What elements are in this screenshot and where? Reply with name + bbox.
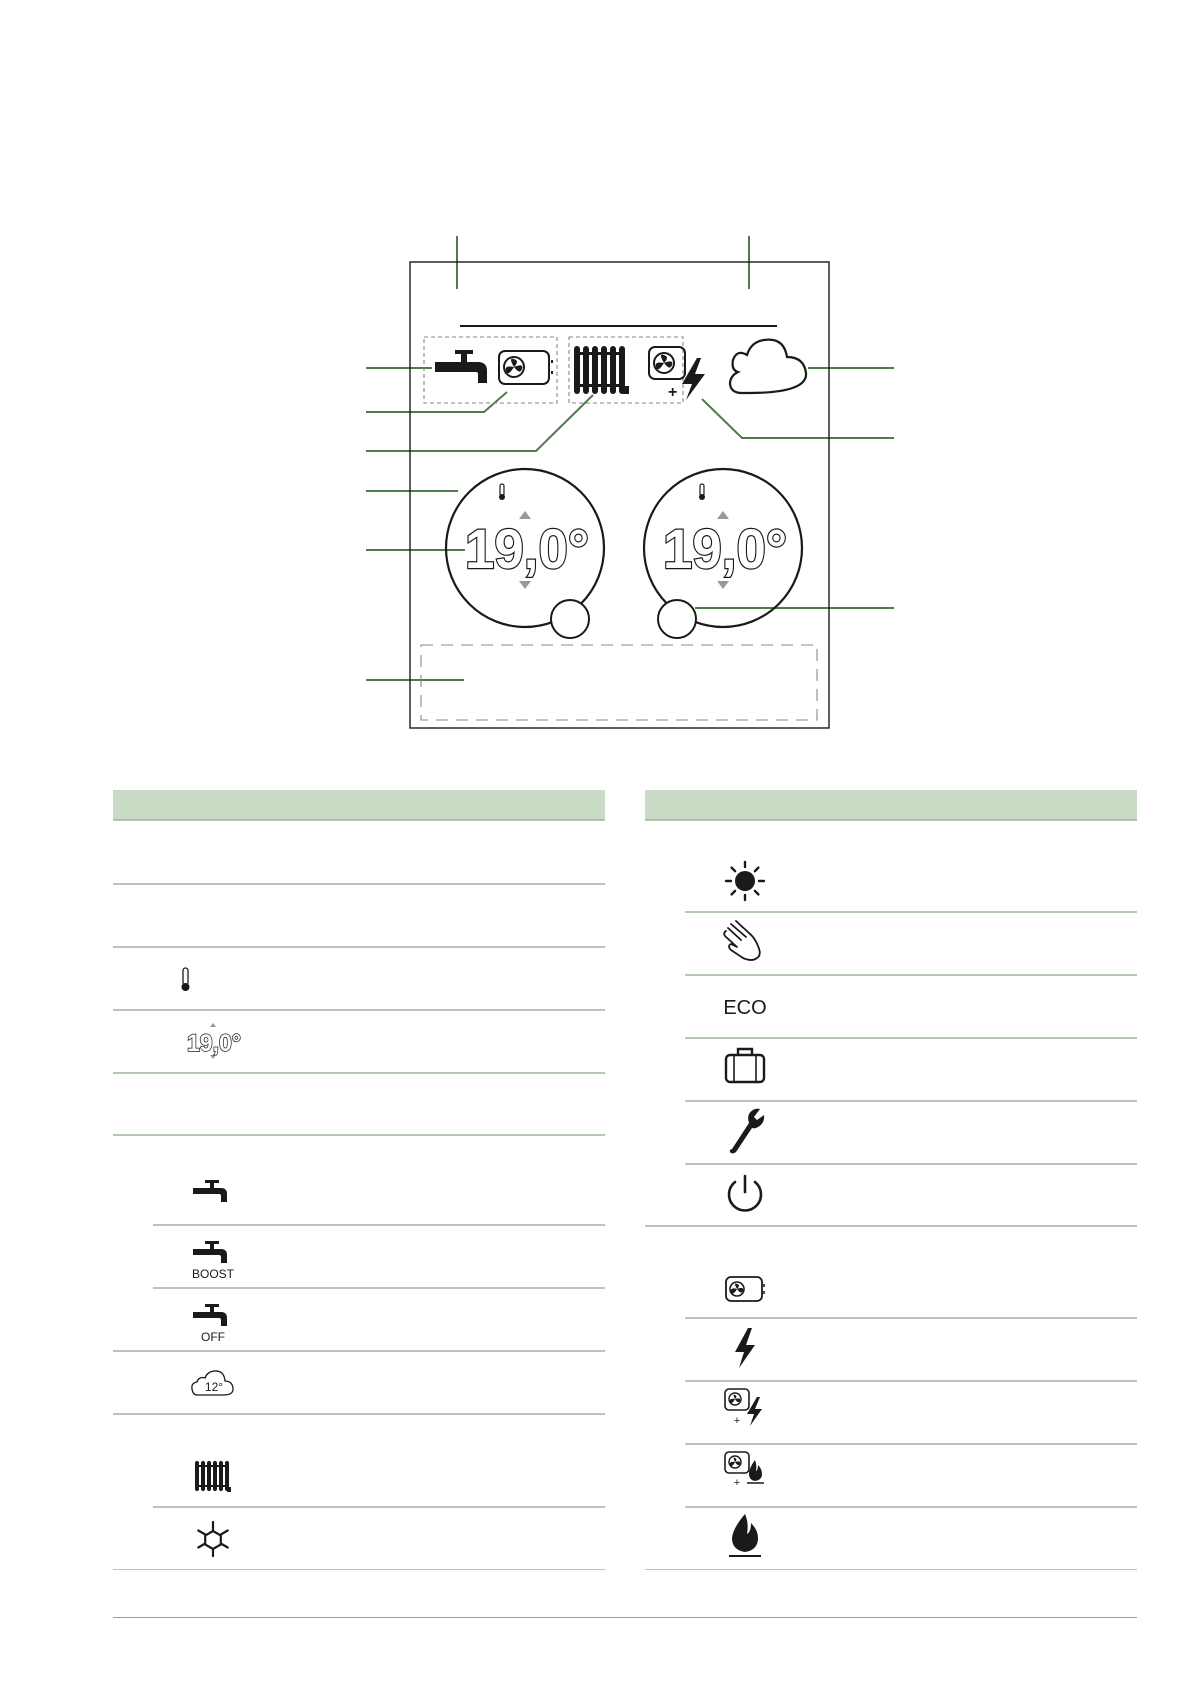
- svg-text:BOOST: BOOST: [191, 1267, 235, 1281]
- radiator-icon: [195, 1461, 231, 1492]
- wrench-icon: [730, 1109, 764, 1154]
- cloud-icon: [730, 340, 806, 393]
- table-header: [113, 790, 605, 820]
- heat-pump-electric-icon: [725, 1389, 762, 1427]
- thermometer-icon: [699, 484, 705, 500]
- temperature-left: 19,0°: [465, 517, 589, 580]
- table-header: [645, 790, 1137, 820]
- cloud-temp-icon: [192, 1371, 233, 1395]
- callout-heat-pump-dhw: [366, 392, 507, 412]
- display-diagram: [0, 0, 1190, 760]
- svg-text:19,0°: 19,0°: [187, 1030, 241, 1057]
- left-dial[interactable]: [446, 469, 604, 638]
- table-rules: [113, 820, 605, 1570]
- eco-icon: ECO: [723, 997, 767, 1019]
- temperature-right: 19,0°: [663, 517, 787, 580]
- suitcase-icon: [726, 1049, 764, 1082]
- callout-heat-pump-electric: [702, 399, 894, 438]
- legend-table-left: [113, 790, 605, 1570]
- heat-pump-icon: [726, 1277, 764, 1301]
- svg-text:+: +: [668, 384, 678, 401]
- flame-icon: [729, 1514, 761, 1556]
- power-icon: [729, 1176, 761, 1210]
- lightning-icon: [735, 1328, 755, 1368]
- legend-table-right: [645, 790, 1137, 1570]
- callout-lines: [366, 236, 894, 680]
- display-frame: [410, 262, 829, 728]
- hand-icon: [724, 921, 760, 960]
- tap-icon: [193, 1180, 227, 1202]
- radiator-icon: [574, 346, 629, 394]
- table-rules: [645, 820, 1137, 1570]
- svg-text:+: +: [733, 1477, 741, 1489]
- heat-pump-icon: [499, 351, 552, 384]
- svg-text:+: +: [733, 1415, 741, 1427]
- tap-icon: [435, 350, 487, 383]
- svg-text:OFF: OFF: [201, 1330, 225, 1344]
- dial-knob-left[interactable]: [551, 600, 589, 638]
- heat-pump-gas-icon: [725, 1452, 764, 1489]
- heat-pump-electric-icon: [649, 347, 705, 401]
- message-area: [421, 645, 817, 720]
- sun-icon: [726, 862, 764, 900]
- thermometer-icon: [182, 968, 190, 991]
- down-arrow-icon[interactable]: [519, 581, 531, 589]
- page-footer-line: [113, 1617, 1137, 1618]
- setpoint-icon: [187, 1023, 241, 1059]
- down-arrow-icon[interactable]: [717, 581, 729, 589]
- snowflake-icon: [198, 1522, 227, 1556]
- svg-text:12°: 12°: [204, 1380, 224, 1394]
- tap-off-icon: [193, 1304, 227, 1344]
- right-dial[interactable]: [644, 469, 802, 638]
- thermometer-icon: [499, 484, 505, 500]
- tap-boost-icon: [192, 1241, 235, 1281]
- dial-knob-right[interactable]: [658, 600, 696, 638]
